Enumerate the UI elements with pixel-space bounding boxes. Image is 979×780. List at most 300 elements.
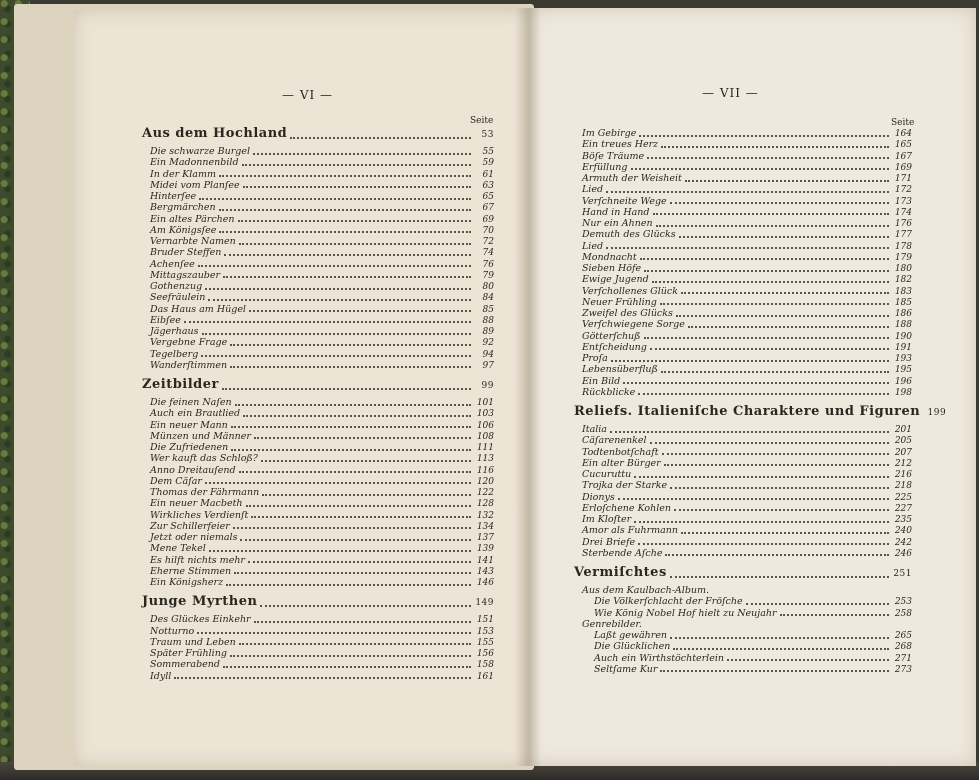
- entry-title: Notturno: [150, 625, 195, 637]
- dot-leader: [253, 153, 471, 155]
- entry-title: Verſchollenes Glück: [582, 285, 678, 297]
- section-page: 199: [927, 408, 947, 418]
- entry-title: Erloſchene Kohlen: [582, 502, 672, 514]
- toc-entry: [574, 619, 912, 630]
- section-heading: [142, 377, 494, 397]
- toc-entry: [142, 247, 494, 258]
- entry-page: 137: [476, 533, 494, 543]
- toc-entry: [142, 157, 494, 168]
- dot-leader: [240, 539, 471, 541]
- toc-entry: [574, 503, 912, 514]
- section-page: 53: [481, 130, 494, 140]
- dot-leader: [201, 355, 471, 357]
- dot-leader: [230, 655, 471, 657]
- entry-title: Entſcheidung: [582, 341, 647, 353]
- entry-title: Ewige Jugend: [582, 274, 649, 286]
- toc-entry: [574, 641, 912, 652]
- toc-entry: [574, 139, 912, 150]
- toc-entry: [574, 585, 912, 596]
- entry-title: Idyll: [150, 670, 172, 682]
- dot-leader: [174, 677, 471, 679]
- dot-leader: [208, 299, 471, 301]
- entry-page: 201: [894, 425, 912, 435]
- entry-page: 271: [894, 653, 912, 664]
- entry-title: Dionys: [582, 491, 615, 503]
- entry-title: Eibſee: [150, 314, 181, 326]
- entry-page: 111: [476, 443, 494, 453]
- entry-title: Traum und Leben: [150, 636, 236, 648]
- dot-leader: [644, 270, 889, 272]
- entry-title: Bergmärchen: [150, 202, 216, 214]
- dot-leader: [685, 180, 889, 182]
- entry-title: Seefräulein: [150, 292, 206, 304]
- dot-leader: [242, 164, 471, 166]
- entry-title: Laßt gewähren: [594, 630, 668, 641]
- entry-page: 165: [894, 140, 912, 151]
- toc-entry: [142, 337, 494, 348]
- dot-leader: [199, 198, 471, 200]
- entry-title: Auch ein Brautlied: [150, 408, 241, 420]
- entry-page: 174: [894, 207, 912, 218]
- entry-page: 88: [482, 315, 494, 326]
- dot-leader: [246, 505, 471, 507]
- toc-entry: [142, 270, 494, 281]
- entry-title: Ein Madonnenbild: [150, 157, 239, 169]
- entry-page: 132: [476, 510, 494, 521]
- dot-leader: [650, 348, 889, 350]
- entry-title: Das Haus am Hügel: [150, 303, 246, 315]
- dot-leader: [676, 315, 889, 317]
- entry-page: 92: [482, 338, 494, 349]
- toc-entry: [574, 435, 912, 446]
- dot-leader: [670, 202, 889, 204]
- dot-leader: [231, 426, 471, 428]
- toc-entry: [142, 146, 494, 157]
- dot-leader: [623, 382, 889, 384]
- toc-entry: [574, 664, 912, 675]
- toc-entry: [142, 420, 494, 431]
- dot-leader: [640, 258, 889, 260]
- entry-title: Lebensüberfluß: [582, 364, 658, 376]
- toc-entry: [142, 510, 494, 521]
- entry-page: 186: [894, 309, 912, 319]
- entry-page: 72: [482, 237, 494, 247]
- entry-page: 153: [476, 626, 494, 637]
- entry-title: Zweifel des Glücks: [582, 308, 673, 319]
- toc-entry: [142, 566, 494, 577]
- entry-title: Achenſee: [150, 258, 195, 270]
- toc-entry: [142, 442, 494, 453]
- toc-entry: [574, 424, 912, 435]
- section-heading: [142, 126, 494, 146]
- entry-page: 101: [476, 398, 494, 408]
- entry-title: Anno Dreitauſend: [150, 464, 236, 476]
- toc-entry: [574, 173, 912, 184]
- entry-page: 182: [894, 275, 912, 286]
- entry-title: Tegelberg: [150, 348, 199, 360]
- toc-entry: [574, 252, 912, 263]
- entry-title: Demuth des Glücks: [582, 229, 676, 241]
- dot-leader: [260, 605, 471, 607]
- entry-page: 141: [476, 555, 494, 566]
- entry-title: Hinterſee: [150, 191, 197, 202]
- entry-title: Aus dem Kaulbach-Album.: [582, 585, 710, 596]
- toc-entry: [574, 630, 912, 641]
- entry-title: Im Kloſter: [582, 514, 632, 525]
- toc-entry: [574, 128, 912, 139]
- section-title: Vermiſchtes: [574, 565, 667, 580]
- entry-page: 207: [894, 447, 912, 458]
- dot-leader: [727, 659, 889, 661]
- dot-leader: [231, 449, 471, 451]
- dot-leader: [681, 292, 889, 294]
- toc-entry: [142, 292, 494, 303]
- dot-leader: [226, 584, 471, 586]
- toc-entry: [142, 498, 494, 509]
- toc-entry: [574, 274, 912, 285]
- dot-leader: [254, 437, 471, 439]
- toc-entry: [142, 637, 494, 648]
- entry-page: 183: [894, 286, 912, 297]
- toc-entry: [574, 308, 912, 319]
- toc-entry: [142, 180, 494, 191]
- dot-leader: [205, 482, 471, 484]
- toc-entry: [142, 431, 494, 442]
- dot-leader: [634, 521, 889, 523]
- toc-entry: [574, 492, 912, 503]
- dot-leader: [746, 603, 889, 605]
- dot-leader: [239, 643, 471, 645]
- toc-entry: [574, 184, 912, 195]
- section-title: Reliefs. Italieniſche Charaktere und Figuren: [574, 404, 921, 419]
- toc-entry: [142, 281, 494, 292]
- toc-entry: [574, 286, 912, 297]
- entry-title: Amor als Fuhrmann: [582, 525, 679, 537]
- entry-title: Es hilft nichts mehr: [150, 554, 245, 566]
- right-page: [528, 8, 976, 766]
- entry-title: Gothenzug: [150, 281, 203, 292]
- dot-leader: [219, 175, 471, 177]
- entry-title: Mondnacht: [582, 251, 637, 263]
- dot-leader: [639, 135, 889, 137]
- toc-entry: [142, 487, 494, 498]
- entry-title: Auch ein Wirthstöchterlein: [594, 652, 724, 664]
- entry-page: 188: [894, 320, 912, 331]
- toc-entry: [142, 349, 494, 360]
- dot-leader: [674, 509, 889, 511]
- entry-page: 65: [482, 192, 494, 202]
- entry-title: Später Frühling: [150, 648, 227, 659]
- entry-title: Ein Bild: [582, 375, 621, 387]
- entry-page: 273: [894, 664, 912, 675]
- dot-leader: [634, 476, 889, 478]
- entry-page: 216: [894, 470, 912, 480]
- entry-page: 80: [482, 282, 494, 292]
- dot-leader: [606, 247, 889, 249]
- toc-entry: [142, 555, 494, 566]
- entry-title: Des Glückes Einkehr: [150, 614, 251, 626]
- entry-title: Erfüllung: [582, 161, 628, 173]
- book-gutter: [515, 8, 541, 766]
- dot-leader: [670, 637, 889, 639]
- entry-page: 156: [476, 649, 494, 659]
- dot-leader: [638, 543, 889, 545]
- entry-title: Die Zufriedenen: [150, 442, 229, 453]
- entry-page: 122: [476, 488, 494, 498]
- entry-title: Wanderſtimmen: [150, 359, 228, 371]
- seite-label: Seite: [470, 116, 494, 126]
- dot-leader: [673, 648, 889, 650]
- dot-leader: [248, 561, 471, 563]
- entry-page: 253: [894, 597, 912, 608]
- entry-title: Todtenbotſchaft: [582, 446, 659, 458]
- dot-leader: [222, 388, 471, 390]
- entry-title: Trojka der Starke: [582, 480, 668, 492]
- section-title: Aus dem Hochland: [142, 126, 288, 141]
- entry-title: Ein neuer Macbeth: [150, 498, 243, 510]
- entry-title: Hand in Hand: [582, 206, 650, 218]
- entry-title: Zur Schillerfeier: [150, 520, 230, 532]
- table-of-contents: [574, 128, 947, 675]
- entry-title: Nur ein Ahnen: [582, 218, 653, 229]
- dot-leader: [239, 243, 471, 245]
- dot-leader: [661, 146, 889, 148]
- dot-leader: [638, 393, 889, 395]
- entry-title: Sommerabend: [150, 659, 220, 671]
- entry-title: Im Gebirge: [582, 128, 637, 139]
- entry-title: Thomas der Fährmann: [150, 487, 260, 498]
- entry-page: 172: [894, 185, 912, 196]
- entry-page: 146: [476, 578, 494, 588]
- entry-page: 240: [894, 526, 912, 537]
- entry-page: 128: [476, 499, 494, 510]
- entry-title: Genrebilder.: [582, 618, 642, 630]
- toc-entry: [142, 532, 494, 543]
- toc-entry: [142, 465, 494, 476]
- toc-entry: [574, 342, 912, 353]
- entry-page: 61: [482, 169, 494, 180]
- dot-leader: [660, 670, 889, 672]
- entry-title: Lied: [582, 184, 604, 196]
- section-heading: [574, 404, 947, 424]
- dot-leader: [670, 487, 889, 489]
- entry-page: 120: [476, 476, 494, 487]
- entry-page: 193: [894, 354, 912, 364]
- entry-title: Die schwarze Burgel: [150, 146, 250, 157]
- entry-title: Rückblicke: [582, 386, 636, 398]
- entry-page: 59: [482, 158, 494, 169]
- entry-page: 246: [894, 548, 912, 559]
- toc-entry: [574, 297, 912, 308]
- entry-title: Ein altes Pärchen: [150, 213, 235, 225]
- toc-entry: [142, 202, 494, 213]
- dot-leader: [670, 576, 889, 578]
- toc-entry: [574, 608, 912, 619]
- dot-leader: [254, 621, 471, 623]
- entry-title: Wie König Nobel Hof hielt zu Neujahr: [594, 607, 777, 619]
- entry-page: 103: [476, 409, 494, 420]
- entry-page: 55: [482, 147, 494, 157]
- entry-page: 67: [482, 203, 494, 214]
- entry-page: 63: [482, 180, 494, 191]
- dot-leader: [652, 281, 889, 283]
- entry-title: Proſa: [582, 353, 608, 364]
- toc-entry: [574, 218, 912, 229]
- toc-entry: [574, 353, 912, 364]
- entry-title: Sieben Höfe: [582, 263, 642, 274]
- dot-leader: [606, 191, 889, 193]
- dot-leader: [219, 209, 471, 211]
- entry-title: Wirkliches Verdienſt: [150, 509, 249, 521]
- entry-page: 177: [894, 230, 912, 241]
- table-of-contents: [142, 126, 494, 682]
- dot-leader: [661, 371, 889, 373]
- entry-page: 84: [482, 293, 494, 304]
- toc-entry: [142, 225, 494, 236]
- entry-title: Drei Briefe: [582, 536, 636, 548]
- dot-leader: [243, 415, 471, 417]
- toc-entry: [574, 458, 912, 469]
- toc-entry: [142, 326, 494, 337]
- dot-leader: [662, 453, 889, 455]
- entry-page: 94: [482, 349, 494, 360]
- toc-entry: [142, 614, 494, 625]
- toc-entry: [574, 596, 912, 607]
- toc-entry: [574, 207, 912, 218]
- entry-page: 113: [476, 454, 494, 465]
- entry-title: Die Völkerſchlacht der Fröſche: [594, 596, 743, 608]
- toc-entry: [574, 447, 912, 458]
- entry-page: 164: [894, 129, 912, 139]
- entry-page: 205: [894, 436, 912, 447]
- entry-page: 185: [894, 297, 912, 308]
- toc-entry: [142, 236, 494, 247]
- entry-page: 235: [894, 515, 912, 525]
- left-page: [74, 10, 530, 766]
- toc-entry: [142, 521, 494, 532]
- dot-leader: [197, 632, 471, 634]
- dot-leader: [262, 494, 471, 496]
- dot-leader: [230, 344, 471, 346]
- entry-title: Verſchwiegene Sorge: [582, 319, 685, 331]
- entry-title: Jetzt oder niemals: [150, 532, 238, 543]
- entry-page: 108: [476, 431, 494, 442]
- entry-page: 169: [894, 162, 912, 173]
- dot-leader: [249, 310, 471, 312]
- entry-title: Italia: [582, 424, 607, 435]
- entry-page: 74: [482, 248, 494, 259]
- entry-page: 196: [894, 376, 912, 387]
- entry-page: 173: [894, 196, 912, 207]
- entry-page: 158: [476, 660, 494, 671]
- toc-entry: [574, 229, 912, 240]
- entry-title: Cucuruttu: [582, 469, 632, 480]
- entry-title: Ein Königsherz: [150, 577, 224, 588]
- entry-page: 190: [894, 331, 912, 342]
- dot-leader: [184, 321, 471, 323]
- toc-entry: [574, 319, 912, 330]
- toc-entry: [142, 453, 494, 464]
- toc-entry: [142, 397, 494, 408]
- toc-entry: [142, 577, 494, 588]
- dot-leader: [780, 614, 889, 616]
- toc-entry: [142, 304, 494, 315]
- entry-page: 179: [894, 252, 912, 263]
- entry-title: Vergebne Frage: [150, 337, 228, 349]
- entry-page: 191: [894, 342, 912, 353]
- entry-title: Wer kauft das Schloß?: [150, 453, 258, 465]
- dot-leader: [610, 431, 889, 433]
- entry-page: 151: [476, 615, 494, 626]
- dot-leader: [223, 666, 471, 668]
- entry-page: 212: [894, 458, 912, 469]
- toc-entry: [574, 387, 912, 398]
- dot-leader: [656, 225, 889, 227]
- toc-entry: [574, 263, 912, 274]
- toc-entry: [142, 626, 494, 637]
- toc-entry: [574, 162, 912, 173]
- entry-title: Am Königsſee: [150, 224, 217, 236]
- entry-page: 89: [482, 327, 494, 337]
- entry-title: Sterbende Aſche: [582, 547, 663, 559]
- toc-entry: [574, 480, 912, 491]
- toc-entry: [574, 364, 912, 375]
- toc-entry: [574, 469, 912, 480]
- dot-leader: [664, 464, 889, 466]
- seite-label: Seite: [891, 118, 915, 128]
- entry-page: 79: [482, 270, 494, 281]
- dot-leader: [202, 333, 472, 335]
- entry-title: Jägerhaus: [150, 326, 199, 337]
- entry-page: 180: [894, 264, 912, 274]
- entry-title: Seltſame Kur: [594, 663, 658, 675]
- entry-page: 155: [476, 637, 494, 648]
- entry-page: 139: [476, 544, 494, 555]
- toc-entry: [574, 151, 912, 162]
- section-title: Zeitbilder: [142, 377, 219, 392]
- toc-entry: [574, 514, 912, 525]
- entry-title: Cäſarenenkel: [582, 435, 647, 447]
- toc-entry: [142, 214, 494, 225]
- entry-page: 76: [482, 259, 494, 270]
- entry-page: 69: [482, 214, 494, 225]
- dot-leader: [618, 498, 889, 500]
- toc-entry: [142, 191, 494, 202]
- page-number: — VI —: [282, 88, 334, 102]
- dot-leader: [631, 168, 889, 170]
- entry-page: 218: [894, 481, 912, 492]
- dot-leader: [230, 366, 471, 368]
- entry-page: 171: [894, 174, 912, 184]
- dot-leader: [205, 288, 471, 290]
- dot-leader: [688, 326, 889, 328]
- entry-title: Bruder Steffen: [150, 247, 222, 259]
- section-title: Junge Myrthen: [142, 594, 258, 610]
- dot-leader: [650, 442, 889, 444]
- entry-page: 161: [476, 671, 494, 682]
- entry-page: 195: [894, 365, 912, 376]
- entry-page: 70: [482, 225, 494, 236]
- section-heading: [574, 565, 912, 585]
- entry-title: Verſchneite Wege: [582, 195, 667, 207]
- entry-title: Götterſchuß: [582, 330, 641, 342]
- toc-entry: [574, 548, 912, 559]
- entry-page: 134: [476, 521, 494, 532]
- toc-entry: [142, 476, 494, 487]
- toc-entry: [142, 315, 494, 326]
- dot-leader: [235, 404, 471, 406]
- entry-title: Eherne Stimmen: [150, 565, 232, 577]
